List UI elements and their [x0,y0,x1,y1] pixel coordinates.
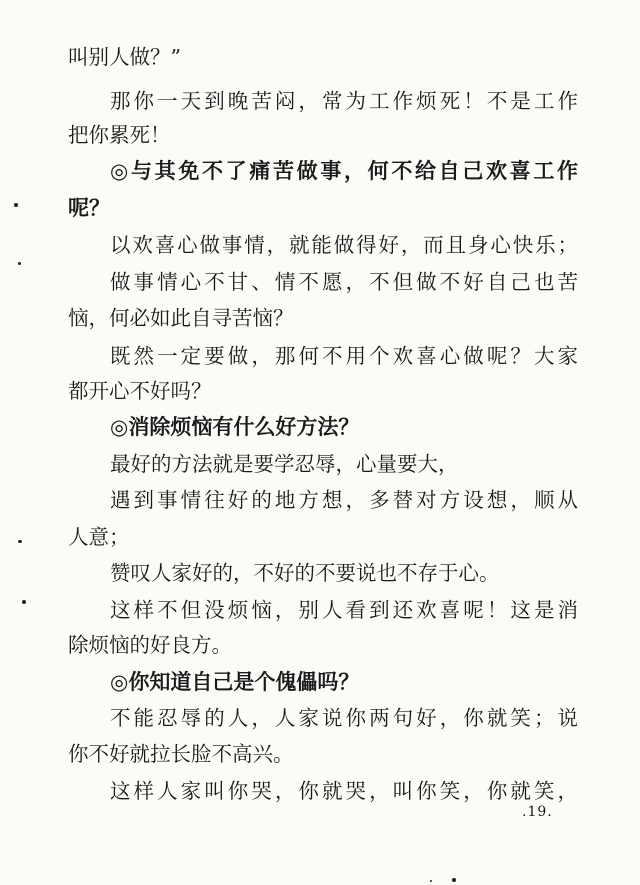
scan-speck [18,262,21,265]
text-line: 都开心不好吗？ [68,379,212,403]
page-number: .19. [522,804,553,820]
text-line: 恼，何必如此自寻苦恼？ [68,306,294,330]
scan-speck [430,880,432,882]
scan-speck [14,203,18,207]
section-heading: ◎与其免不了痛苦做事，何不给自己欢喜工作 [110,159,578,183]
section-heading-continuation: 呢？ [68,196,110,220]
scan-speck [22,600,26,604]
text-line: 赞叹人家好的，不好的不要说也不存于心。 [110,561,500,585]
text-line: 遇到事情往好的地方想，多替对方设想，顺从 [110,488,578,512]
section-heading: ◎消除烦恼有什么好方法？ [110,415,360,439]
text-line: 这样人家叫你哭，你就哭，叫你笑，你就笑， [110,779,578,803]
scan-speck [18,540,22,543]
text-line: 人意； [68,525,130,549]
section-heading: ◎你知道自己是个傀儡吗？ [110,670,360,694]
scan-speck [452,878,456,882]
text-line: 除烦恼的好良方。 [68,633,232,657]
text-line: 既然一定要做，那何不用个欢喜心做呢？大家 [110,344,578,368]
text-line: 那你一天到晚苦闷，常为工作烦死！不是工作 [110,89,578,113]
text-line: 不能忍辱的人，人家说你两句好，你就笑；说 [110,706,578,730]
text-line: 叫别人做？” [68,45,181,69]
text-line: 做事情心不甘、情不愿，不但做不好自己也苦 [110,270,578,294]
text-line: 这样不但没烦恼，别人看到还欢喜呢！这是消 [110,598,578,622]
text-line: 你不好就拉长脸不高兴。 [68,742,294,766]
text-line: 把你累死！ [68,123,171,147]
text-line: 以欢喜心做事情，就能做得好，而且身心快乐； [110,233,578,257]
text-line: 最好的方法就是要学忍辱，心量要大， [110,452,459,476]
